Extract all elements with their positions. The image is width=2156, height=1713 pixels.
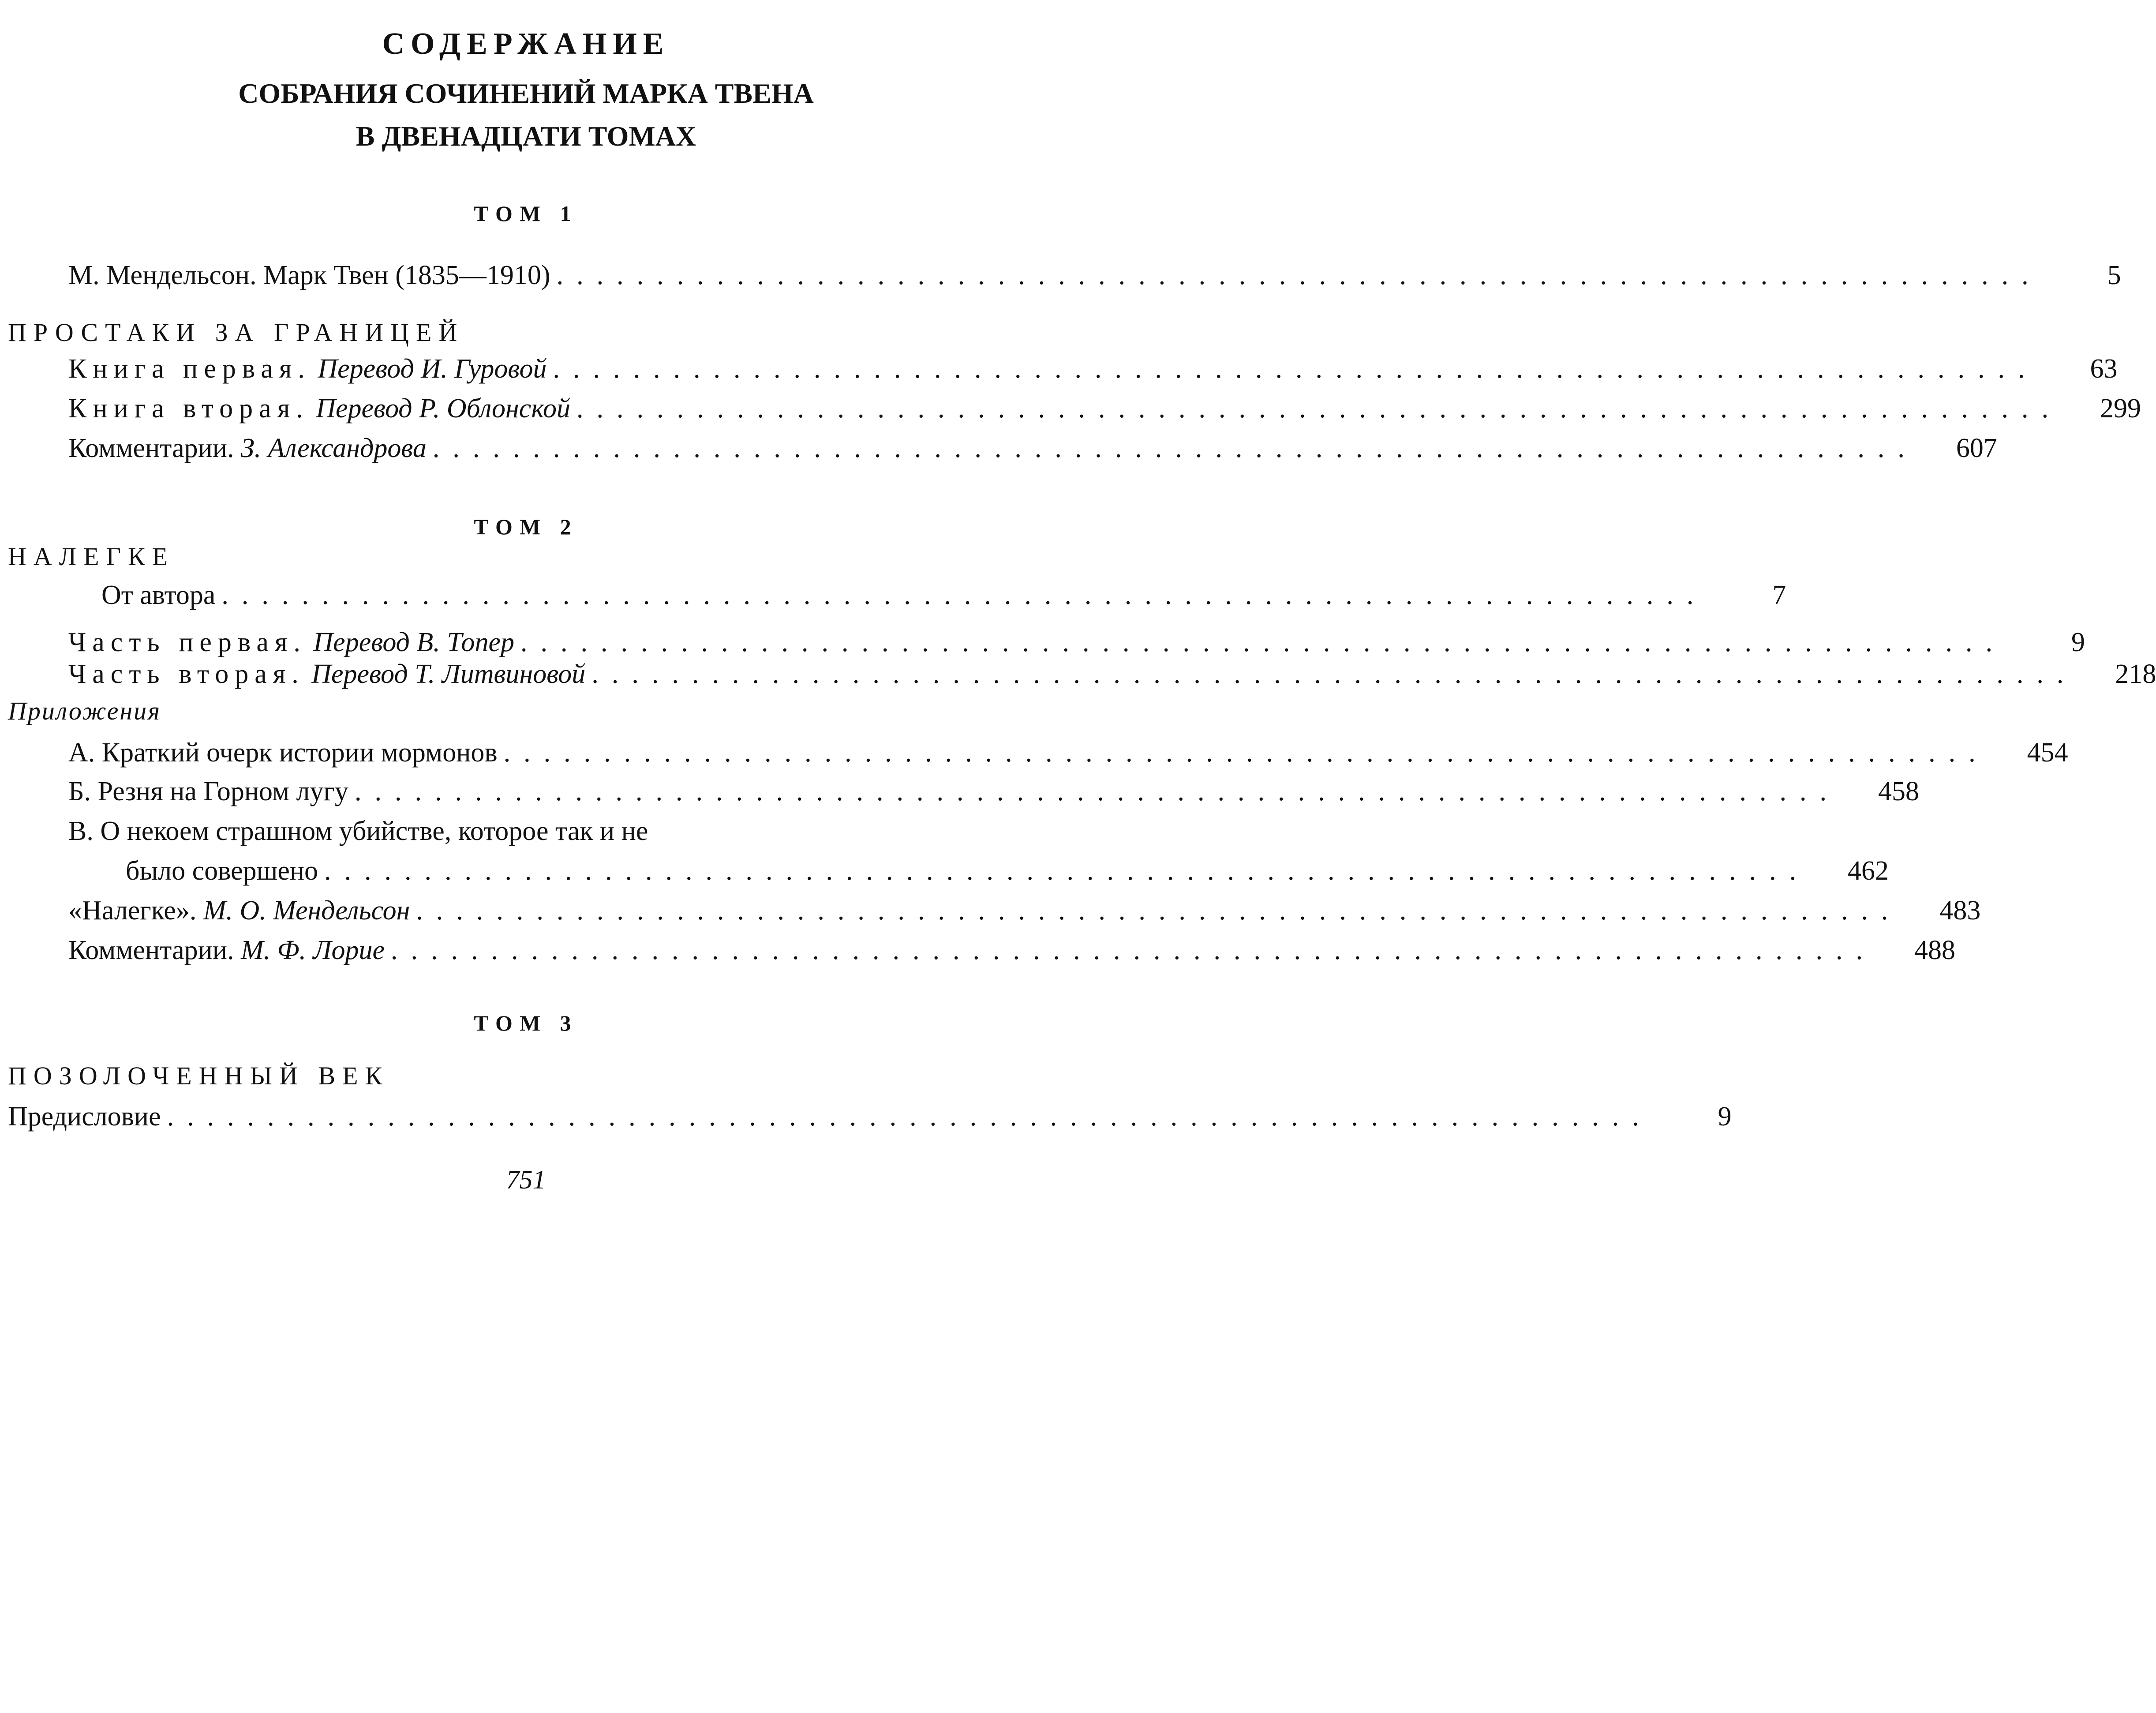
page-number: 462 xyxy=(1848,856,1889,886)
page-number: 458 xyxy=(1878,776,1919,806)
dot-leader: .......................................................................... xyxy=(432,433,1918,463)
entry-title: Часть вторая. xyxy=(68,659,305,689)
section-title: ПРОСТАКИ ЗА ГРАНИЦЕЙ xyxy=(8,318,464,347)
toc-entry xyxy=(101,579,1786,611)
page-number: 218 xyxy=(2115,659,2156,689)
author: З. Александрова xyxy=(240,433,427,463)
entry-title-line1: В. О некоем страшном убийстве, которое так и не xyxy=(68,816,648,846)
section-title: ПОЗОЛОЧЕННЫЙ ВЕК xyxy=(8,1061,389,1090)
dot-leader: .......................................................................... xyxy=(591,659,2077,689)
appendix-label: Приложения xyxy=(8,697,161,725)
toc-entry xyxy=(8,1101,1732,1132)
author: М. Ф. Лорие xyxy=(240,935,385,965)
toc-entry xyxy=(68,776,1919,807)
volume-1-heading: ТОМ 1 xyxy=(474,201,578,226)
dot-leader: .......................................................................... xyxy=(416,896,1901,926)
toc-entry xyxy=(68,353,2118,385)
page-number: 454 xyxy=(2027,738,2068,768)
page-number: 5 xyxy=(2107,260,2121,290)
dot-leader: .......................................................................... xyxy=(354,776,1840,806)
page-title: СОДЕРЖАНИЕ xyxy=(382,27,670,61)
page-number: 607 xyxy=(1956,433,1997,463)
entry-title: Книга вторая. xyxy=(68,394,309,424)
entry-title: Часть первая. xyxy=(68,627,307,657)
toc-entry xyxy=(68,895,1981,926)
toc-entry xyxy=(68,259,2121,291)
dot-leader: .......................................................................... xyxy=(503,738,1989,768)
dot-leader: .......................................................................... xyxy=(221,580,1707,610)
dot-leader: .......................................................................... xyxy=(167,1102,1652,1132)
page-folio: 751 xyxy=(506,1165,546,1194)
entry-title: Б. Резня на Горном лугу xyxy=(68,776,348,806)
dot-leader: .......................................................................... xyxy=(391,935,1876,965)
dot-leader: .......................................................................... xyxy=(324,856,1810,886)
entry-title: Комментарии. xyxy=(68,433,234,463)
dot-leader: .......................................................................... xyxy=(556,260,2042,290)
volume-2-heading: ТОМ 2 xyxy=(474,514,578,539)
translator: Перевод И. Гуровой xyxy=(318,354,547,384)
toc-entry xyxy=(126,855,1889,887)
toc-entry xyxy=(68,393,2141,424)
toc-entry xyxy=(68,737,2068,768)
author: М. О. Мендельсон xyxy=(203,896,410,926)
entry-title: От автора xyxy=(101,580,216,610)
volume-3-heading: ТОМ 3 xyxy=(474,1011,578,1035)
toc-entry xyxy=(68,934,1955,966)
page-number: 299 xyxy=(2100,394,2141,424)
page-number: 9 xyxy=(2071,627,2085,657)
toc-entry xyxy=(68,626,2085,658)
page-number: 63 xyxy=(2090,354,2118,384)
toc-entry xyxy=(68,432,1997,464)
dot-leader: .......................................................................... xyxy=(553,354,2038,384)
toc-entry xyxy=(68,658,2156,690)
page-number: 9 xyxy=(1718,1102,1732,1132)
entry-title: Предисловие xyxy=(8,1102,161,1132)
translator: Перевод Т. Литвиновой xyxy=(311,659,586,689)
page-subtitle: СОБРАНИЯ СОЧИНЕНИЙ МАРКА ТВЕНА xyxy=(238,78,814,109)
entry-title-line2: было совершено xyxy=(126,856,318,886)
dot-leader: .......................................................................... xyxy=(576,394,2062,424)
page-number: 488 xyxy=(1914,935,1955,965)
page-number: 7 xyxy=(1772,580,1786,610)
dot-leader: .......................................................................... xyxy=(520,627,2006,657)
entry-title: «Налегке». xyxy=(68,896,197,926)
page-number: 483 xyxy=(1939,896,1981,926)
translator: Перевод Р. Облонской xyxy=(316,394,570,424)
entry-title: Книга первая. xyxy=(68,354,311,384)
entry-title: А. Краткий очерк истории мормонов xyxy=(68,738,498,768)
entry-title: М. Мендельсон. Марк Твен (1835—1910) xyxy=(68,260,550,290)
translator: Перевод В. Топер xyxy=(313,627,514,657)
page-subtitle-2: В ДВЕНАДЦАТИ ТОМАХ xyxy=(356,120,696,152)
entry-title: Комментарии. xyxy=(68,935,234,965)
section-title: НАЛЕГКЕ xyxy=(8,542,175,571)
